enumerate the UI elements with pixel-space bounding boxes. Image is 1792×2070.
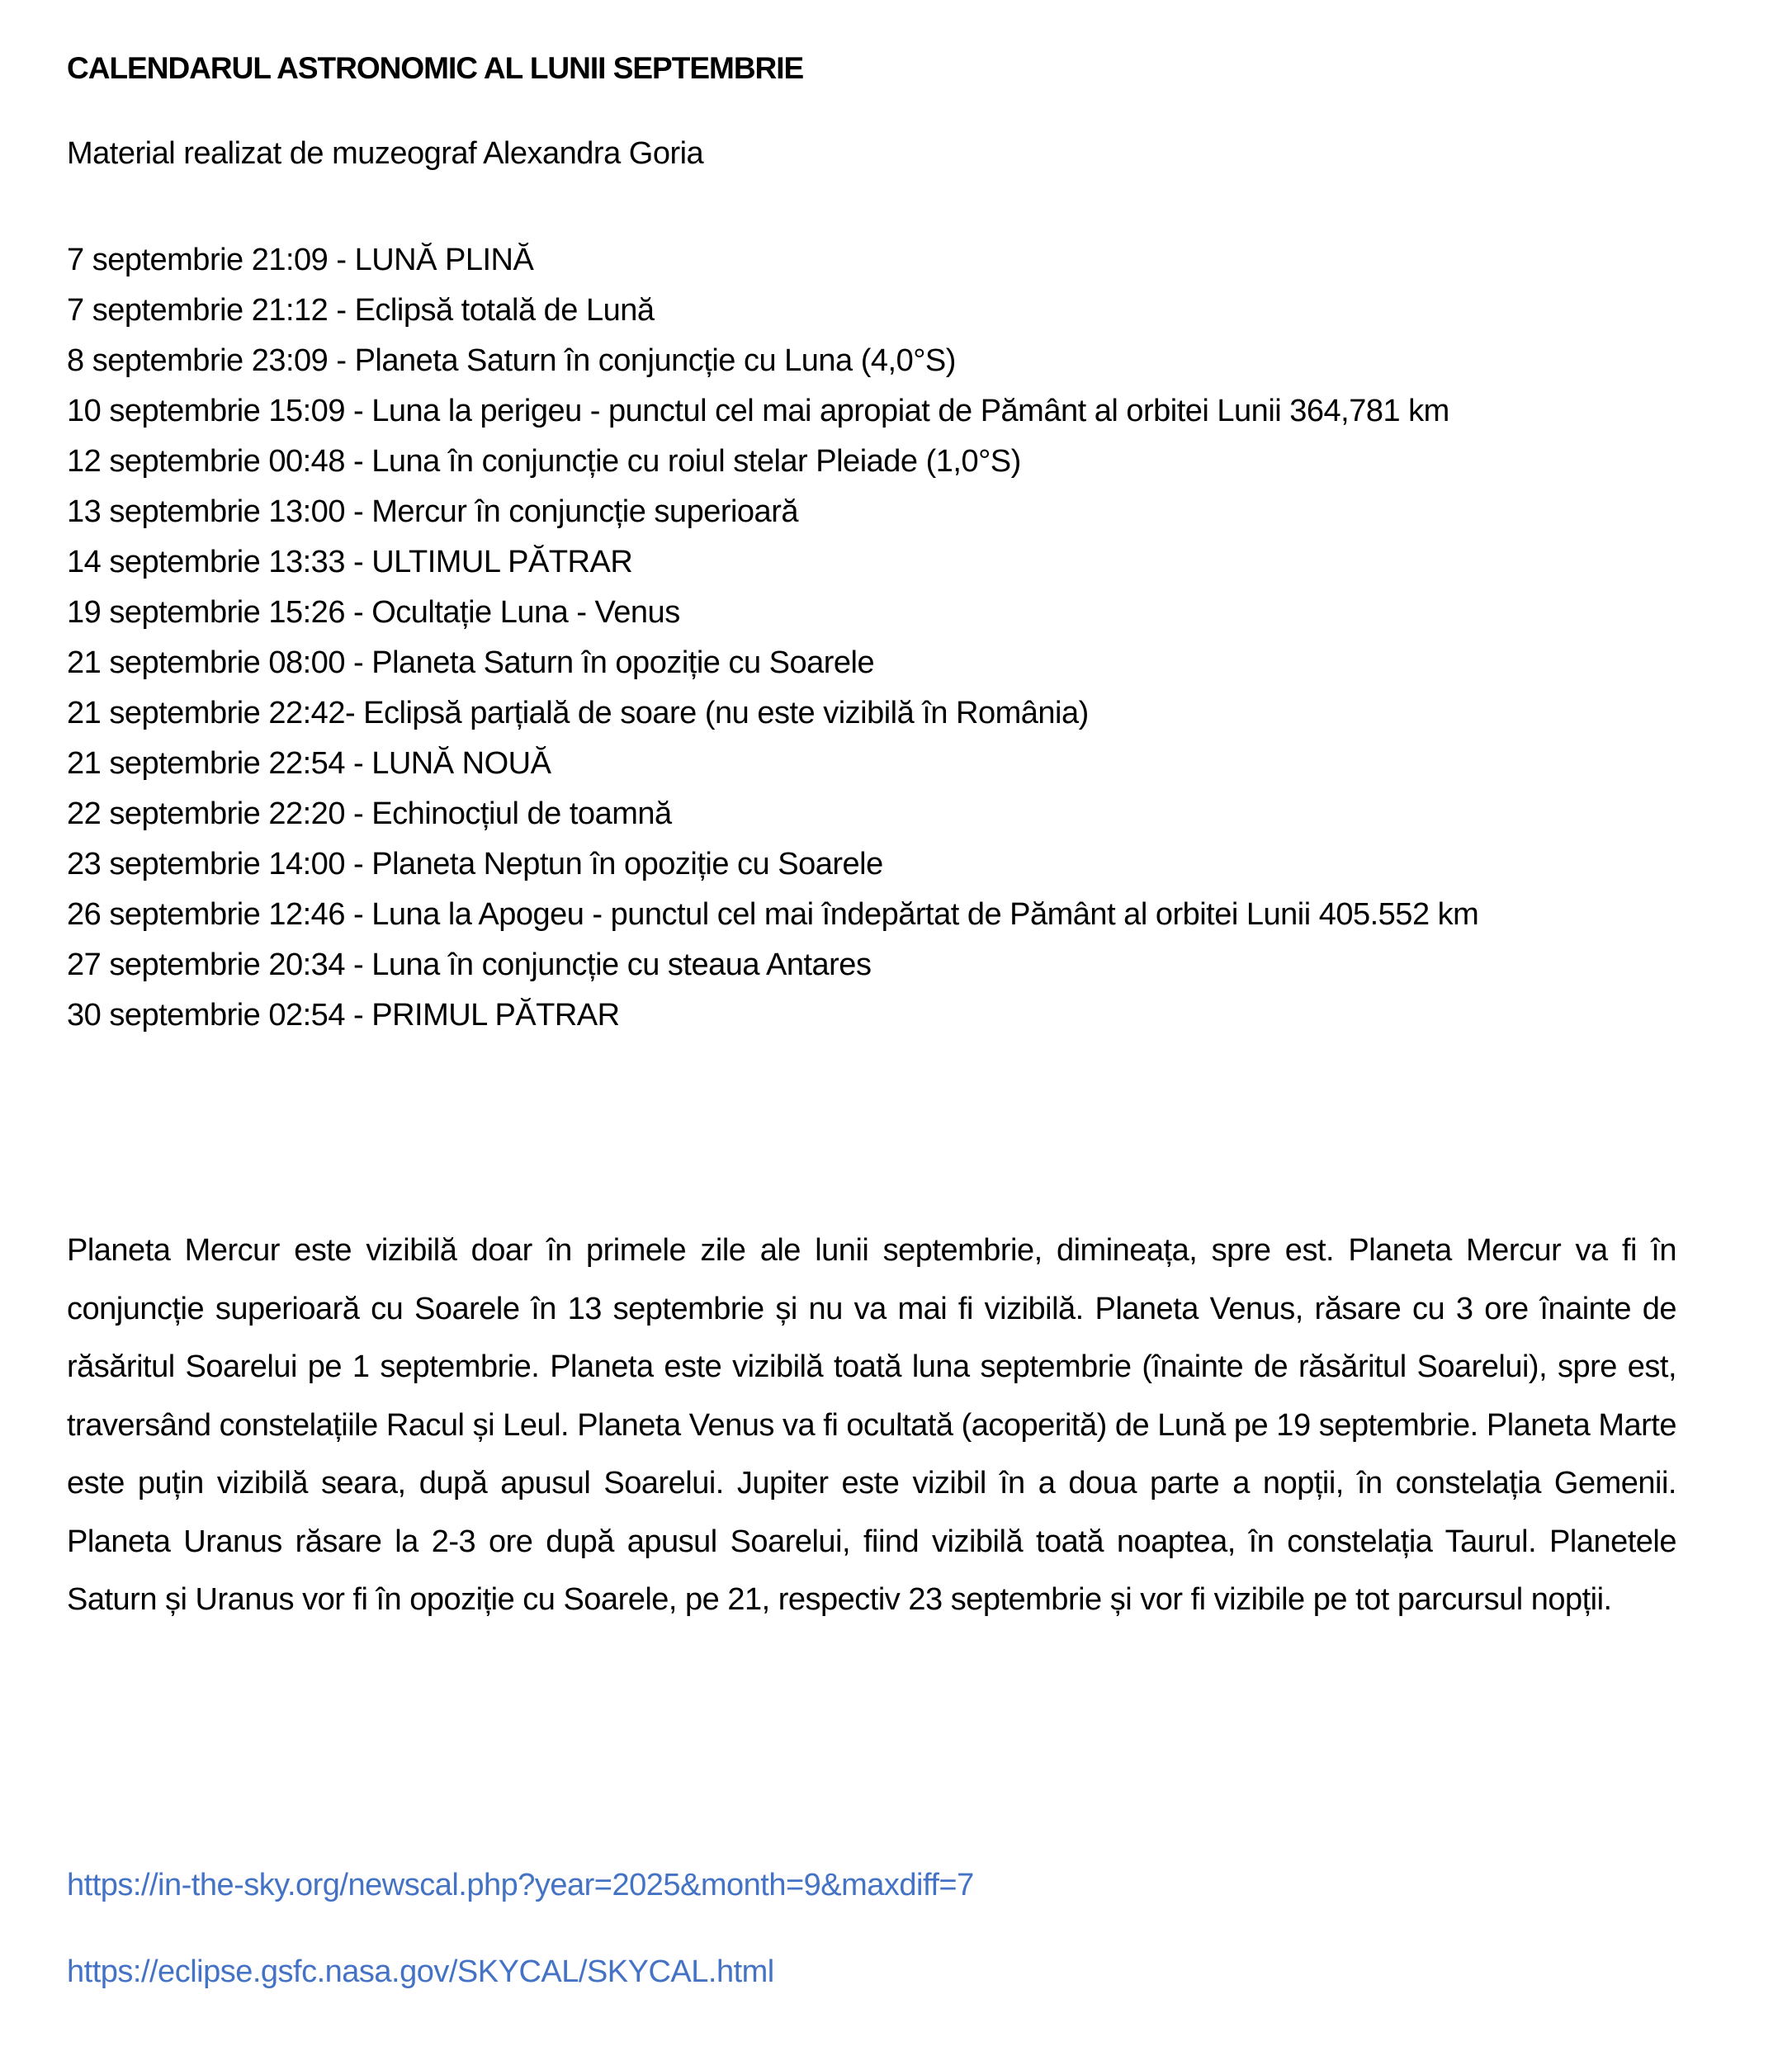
- event-item: 7 septembrie 21:09 - LUNĂ PLINĂ: [67, 243, 534, 277]
- event-item: 21 septembrie 22:54 - LUNĂ NOUĂ: [67, 746, 551, 781]
- event-item: 12 septembrie 00:48 - Luna în conjuncție cu roiul stelar Pleiade (1,0°S): [67, 444, 1021, 479]
- event-item: 21 septembrie 22:42- Eclipsă parțială de soare (nu este vizibilă în România): [67, 696, 1089, 730]
- event-item: 30 septembrie 02:54 - PRIMUL PĂTRAR: [67, 998, 620, 1033]
- event-item: 23 septembrie 14:00 - Planeta Neptun în opoziție cu Soarele: [67, 847, 883, 881]
- event-item: 19 septembrie 15:26 - Ocultație Luna - Venus: [67, 595, 680, 630]
- event-list: [67, 235, 1676, 1041]
- event-item: 21 septembrie 08:00 - Planeta Saturn în opoziție cu Soarele: [67, 645, 875, 680]
- event-item: 14 septembrie 13:33 - ULTIMUL PĂTRAR: [67, 545, 633, 579]
- event-item: 7 septembrie 21:12 - Eclipsă totală de Lună: [67, 293, 655, 328]
- source-link-nasa-skycal[interactable]: https://eclipse.gsfc.nasa.gov/SKYCAL/SKYCAL.html: [67, 1954, 774, 1989]
- document-author-line: Material realizat de muzeograf Alexandra Goria: [67, 136, 704, 171]
- event-item: 22 septembrie 22:20 - Echinocțiul de toamnă: [67, 796, 672, 831]
- event-item: 8 septembrie 23:09 - Planeta Saturn în conjuncție cu Luna (4,0°S): [67, 343, 956, 378]
- event-item: 10 septembrie 15:09 - Luna la perigeu - punctul cel mai apropiat de Pământ al orbitei Lunii 364,781 km: [67, 394, 1449, 428]
- event-item: 13 septembrie 13:00 - Mercur în conjuncție superioară: [67, 494, 798, 529]
- source-link-in-the-sky[interactable]: https://in-the-sky.org/newscal.php?year=2025&month=9&maxdiff=7: [67, 1868, 974, 1902]
- event-item: 27 septembrie 20:34 - Luna în conjuncție cu steaua Antares: [67, 948, 872, 982]
- planets-visibility-paragraph: Planeta Mercur este vizibilă doar în primele zile ale lunii septembrie, dimineața, spre est. Planeta Mercur va fi în conjuncție superioară cu Soarele în 13 septembrie și nu va mai fi vizibilă. Planeta Venus, răsare cu 3 ore înainte de răsăritul Soarelui pe 1 septembrie. Planeta este vizibilă toată luna septembrie (înainte de răsăritul Soarelui), spre est, traversând constelațiile Racul și Leul. Planeta Venus va fi ocultată (acoperită) de Lună pe 19 septembrie. Planeta Marte este puțin vizibilă seara, după apusul Soarelui. Jupiter este vizibil în a doua parte a nopții, în constelația Gemenii. Planeta Uranus răsare la 2-3 ore după apusul Soarelui, fiind vizibilă toată noaptea, în constelația Taurul. Planetele Saturn și Uranus vor fi în opoziție cu Soarele, pe 21, respectiv 23 septembrie și vor fi vizibile pe tot parcursul nopții.: [67, 1233, 1676, 1617]
- document-title: CALENDARUL ASTRONOMIC AL LUNII SEPTEMBRIE: [67, 51, 804, 85]
- event-item: 26 septembrie 12:46 - Luna la Apogeu - punctul cel mai îndepărtat de Pământ al orbitei Lunii 405.552 km: [67, 897, 1479, 932]
